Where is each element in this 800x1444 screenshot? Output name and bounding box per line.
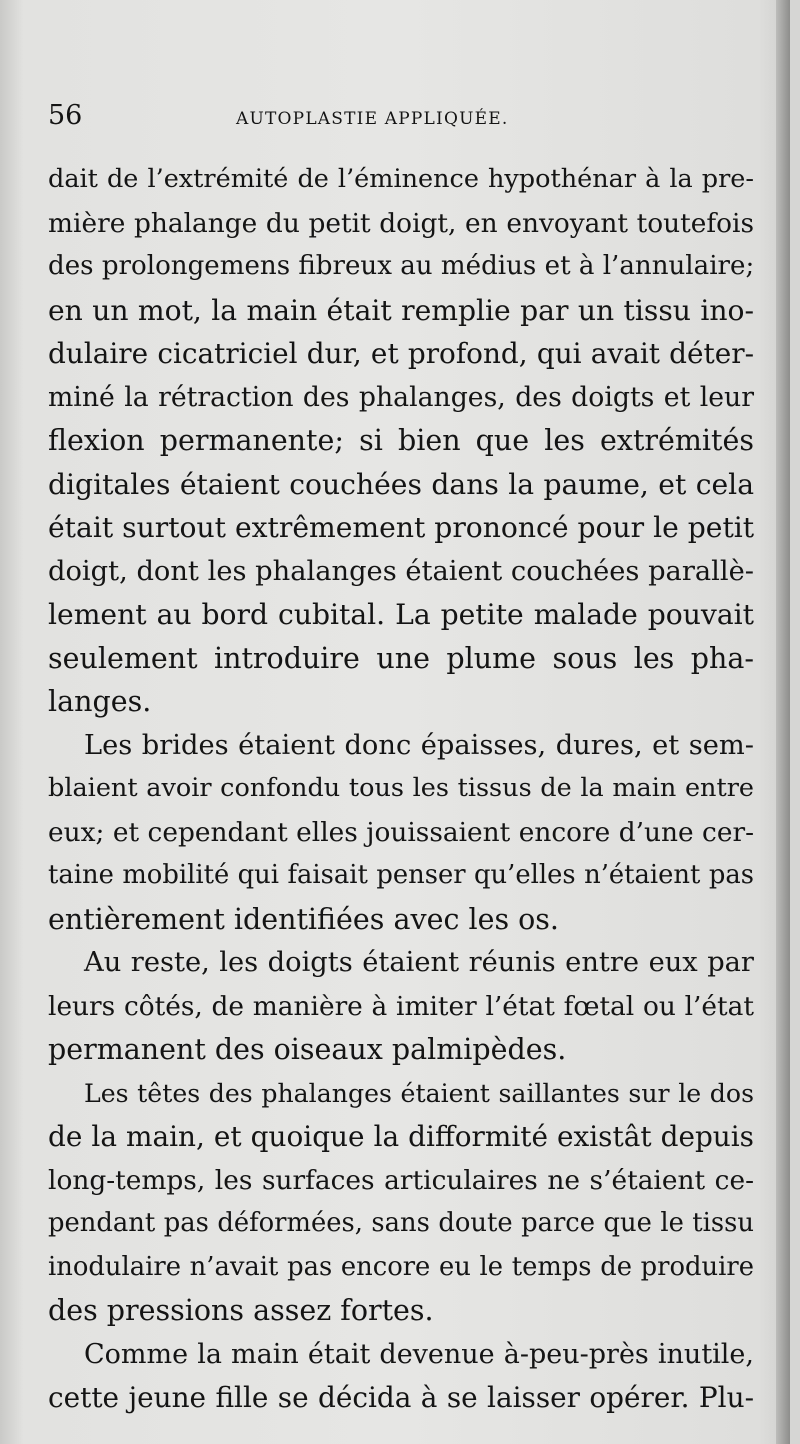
page-number: 56 [48,100,83,131]
running-head: AUTOPLASTIE APPLIQUÉE. [236,109,509,129]
text-line: mière phalange du petit doigt, en envoyant toutefois [48,207,754,239]
text-line: digitales étaient couchées dans la paume, et cela [48,467,754,501]
text-line: Les brides étaient donc épaisses, dures, et sem- [84,729,754,761]
text-line: Les têtes des phalanges étaient saillantes sur le dos [84,1078,754,1108]
text-line: des pressions assez fortes. [48,1294,434,1327]
text-line: des prolongemens fibreux au médius et à l’annulaire; [48,251,755,281]
text-line: était surtout extrêmement prononcé pour le petit [48,511,755,544]
text-line: taine mobilité qui faisait penser qu’elles n’étaient pas [48,860,754,890]
text-line: doigt, dont les phalanges étaient couchées parallè- [48,555,754,587]
text-line: Au reste, les doigts étaient réunis entre eux par [84,947,754,978]
text-line: cette jeune fille se décida à se laisser opérer. Plu- [48,1381,754,1414]
text-line: de la main, et quoique la difformité existât depuis [48,1120,754,1153]
text-line: en un mot, la main était remplie par un tissu ino- [48,293,754,327]
text-line: blaient avoir confondu tous les tissus de la main entre [48,773,754,803]
text-line: lement au bord cubital. La petite malade pouvait [48,598,754,631]
page-edge-shadow [776,0,790,1444]
text-line: langes. [48,685,152,718]
text-line: dulaire cicatriciel dur, et profond, qui avait déter- [48,337,754,370]
text-line: miné la rétraction des phalanges, des doigts et leur [48,381,754,413]
text-line: pendant pas déformées, sans doute parce que le tissu [48,1208,754,1238]
text-line: seulement introduire une plume sous les pha- [48,641,754,675]
text-line: dait de l’extrémité de l’éminence hypothénar à la pre- [48,164,754,194]
text-line: leurs côtés, de manière à imiter l’état fœtal ou l’état [48,990,754,1022]
text-line: entièrement identifiées avec les os. [48,902,559,936]
text-line: long-temps, les surfaces articulaires ne s’étaient ce- [48,1164,754,1196]
text-line: eux; et cependant elles jouissaient encore d’une cer- [48,816,754,848]
text-line: permanent des oiseaux palmipèdes. [48,1033,567,1066]
body-text [48,158,754,1420]
text-line: flexion permanente; si bien que les extrémités [48,424,754,457]
text-line: inodulaire n’avait pas encore eu le temps de produire [48,1251,754,1282]
text-line: Comme la main était devenue à-peu-près inutile, [84,1338,754,1370]
page-header [48,100,754,140]
